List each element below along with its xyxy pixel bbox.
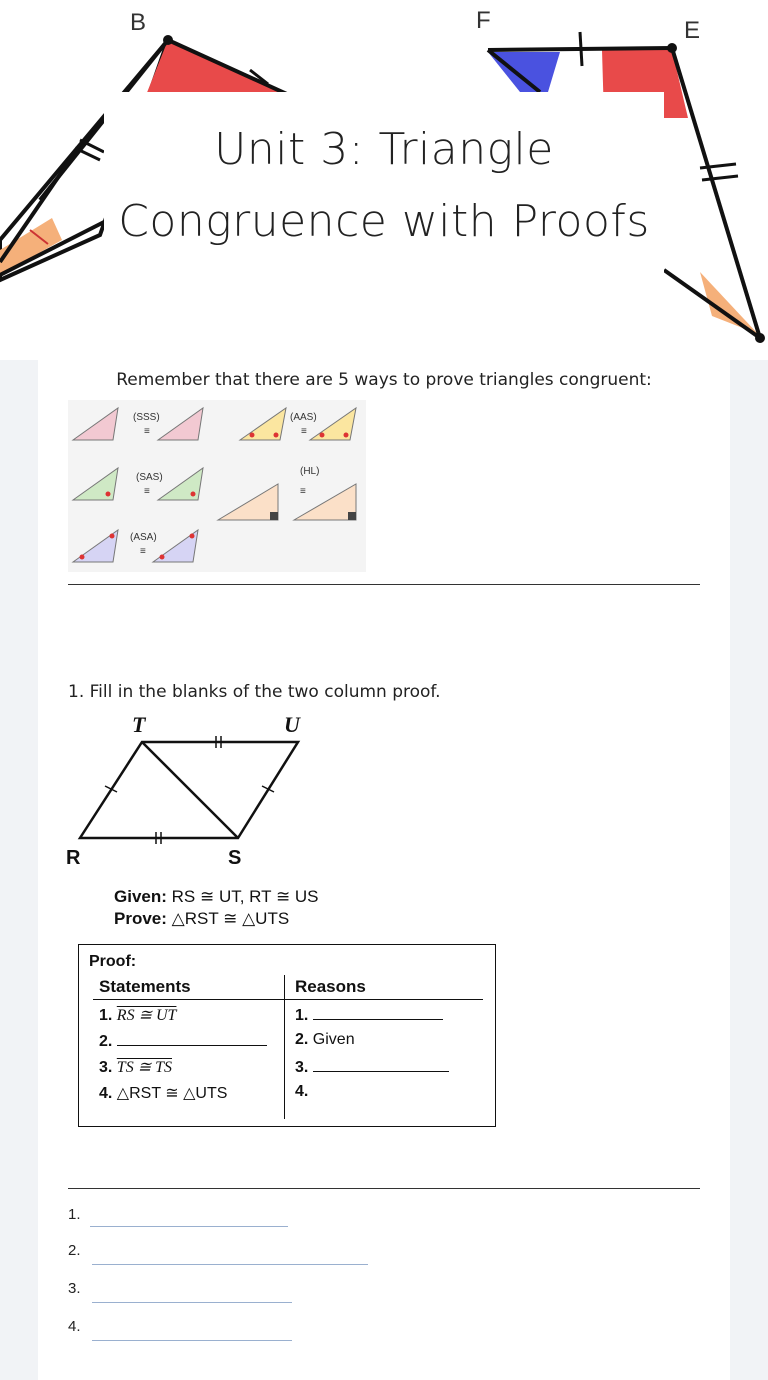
given-line: Given: RS ≅ UT, RT ≅ US (114, 887, 319, 906)
reasons-header: Reasons (295, 977, 366, 996)
label-f: F (476, 7, 491, 34)
method-sss: (SSS) (133, 412, 160, 423)
vertex-s: S (228, 847, 242, 869)
answer-input-3[interactable] (92, 1302, 292, 1303)
prove-line: Prove: △RST ≅ △UTS (114, 909, 290, 928)
answer-input-1[interactable] (90, 1226, 288, 1227)
parallelogram-figure (62, 712, 322, 882)
svg-text:≡: ≡ (300, 486, 306, 497)
answer-label-2: 2. (68, 1242, 81, 1259)
worksheet-body (38, 360, 730, 1380)
reason-2: 2. Given (295, 1031, 355, 1048)
svg-text:≡: ≡ (140, 546, 146, 557)
divider-2 (68, 1188, 700, 1189)
page-title (104, 114, 664, 258)
statements-header: Statements (99, 977, 191, 996)
proof-table (78, 944, 496, 1127)
svg-text:≡: ≡ (144, 426, 150, 437)
statement-2: 2. (99, 1031, 267, 1051)
method-asa: (ASA) (130, 532, 157, 543)
proof-title: Proof: (89, 953, 137, 970)
reason-4: 4. (295, 1083, 309, 1100)
answer-input-2[interactable] (92, 1264, 368, 1265)
rstu-diagram (62, 712, 322, 877)
label-e: E (684, 17, 701, 44)
vertex-r: R (66, 847, 81, 869)
statement-1: 1. RS ≅ UT (99, 1007, 177, 1024)
title-line-2: Congruence with Proofs (118, 196, 650, 247)
method-aas: (AAS) (290, 412, 317, 423)
method-hl: (HL) (300, 466, 320, 477)
statement-4: 4. △RST ≅ △UTS (99, 1085, 228, 1102)
question-1-text: 1. Fill in the blanks of the two column proof. (68, 682, 441, 702)
header-banner (0, 0, 768, 360)
label-b: B (130, 9, 147, 36)
title-card (104, 92, 664, 280)
svg-text:≡: ≡ (144, 486, 150, 497)
statement-3: 3. TS ≅ TS (99, 1059, 172, 1076)
reason-3: 3. (295, 1057, 449, 1077)
svg-text:≡: ≡ (301, 426, 307, 437)
method-sas: (SAS) (136, 472, 163, 483)
reason-1: 1. (295, 1005, 443, 1025)
answer-label-3: 3. (68, 1280, 81, 1297)
vertex-u: U (284, 712, 300, 737)
answer-input-4[interactable] (92, 1340, 292, 1341)
congruence-methods-image (68, 400, 366, 572)
given-prove-block (114, 886, 319, 930)
vertex-t: T (132, 712, 146, 737)
answer-label-1: 1. (68, 1206, 81, 1223)
divider-1 (68, 584, 700, 585)
intro-text: Remember that there are 5 ways to prove triangles congruent: (116, 370, 652, 390)
title-line-1: Unit 3: Triangle (214, 124, 554, 175)
answer-label-4: 4. (68, 1318, 81, 1335)
methods-diagram (68, 400, 366, 572)
